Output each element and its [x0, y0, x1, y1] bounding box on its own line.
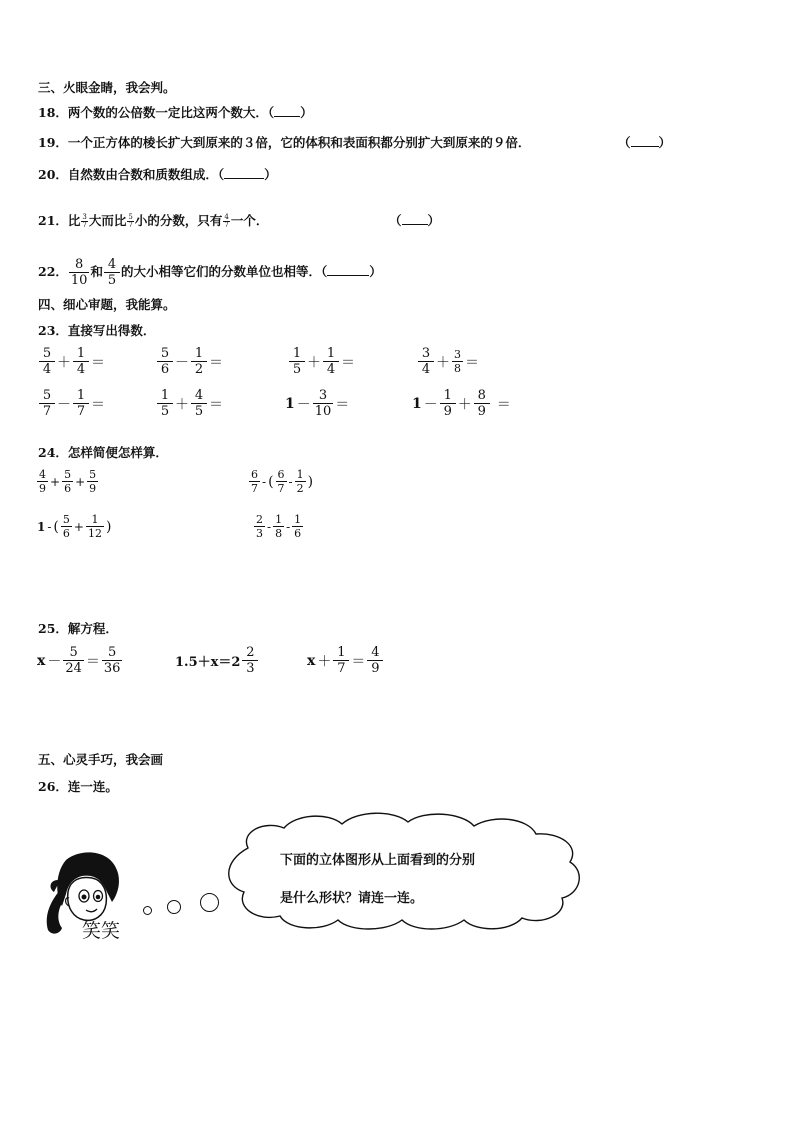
- numerator: 5: [62, 513, 70, 526]
- fraction: [273, 514, 284, 539]
- q22-text-1: 和: [90, 264, 103, 279]
- denominator: 4: [326, 362, 336, 377]
- number-one: 1: [412, 395, 422, 412]
- numerator: 8: [474, 389, 490, 404]
- question-18: [38, 105, 313, 121]
- q22-fraction-1: [69, 258, 90, 287]
- numerator: 5: [157, 347, 173, 362]
- q21-fraction-1: [81, 214, 87, 229]
- thought-bubble-medium: [167, 900, 181, 914]
- q22-f1-den: 10: [70, 273, 88, 288]
- q21-answer-blank[interactable]: [402, 214, 428, 225]
- question-23-heading: [38, 323, 155, 339]
- plus-sign: ＋: [436, 354, 450, 371]
- plus-sign: ＋: [57, 354, 71, 371]
- minus-sign: -: [262, 474, 267, 489]
- numerator: 3: [313, 389, 334, 404]
- q21-open: （: [389, 213, 402, 228]
- q23-expr-6: [156, 389, 224, 418]
- fraction: [191, 347, 207, 376]
- right-paren: ): [307, 473, 314, 490]
- thought-bubble-large: [200, 893, 219, 912]
- cloud-text-line-1: 下面的立体图形从上面看到的分别: [280, 853, 476, 868]
- denominator: 3: [246, 661, 255, 676]
- fraction: [63, 646, 84, 675]
- q25-equation-2: [174, 646, 259, 675]
- number-one: 1: [285, 395, 295, 412]
- minus-sign: －: [47, 653, 62, 670]
- denominator: 9: [371, 661, 380, 676]
- question-21: [38, 211, 268, 231]
- fraction: [295, 469, 306, 494]
- q20-close: ）: [264, 167, 277, 182]
- denominator: 7: [337, 661, 346, 676]
- q21-fraction-2: [127, 214, 133, 229]
- q24-title: 怎样简便怎样算．: [67, 445, 168, 460]
- numerator: 5: [39, 347, 55, 362]
- q22-f1-num: 8: [69, 258, 90, 273]
- fraction: [39, 347, 55, 376]
- fraction: [37, 469, 48, 494]
- numerator: 1: [333, 646, 349, 661]
- denominator: 10: [314, 404, 332, 419]
- q19-open: （: [618, 135, 631, 150]
- fraction: [191, 389, 207, 418]
- q18-close: ）: [300, 105, 313, 120]
- q21-f3-num: 4: [224, 213, 229, 221]
- fraction: [242, 646, 258, 675]
- numerator: 3: [454, 348, 461, 361]
- question-22: [38, 254, 382, 290]
- fraction: [73, 389, 89, 418]
- fraction: [157, 347, 173, 376]
- fraction: [62, 469, 73, 494]
- q21-fraction-3: [223, 214, 229, 229]
- q25-number: 25．: [38, 621, 68, 636]
- denominator: 7: [251, 482, 258, 495]
- q21-text-2: 大而比: [88, 213, 127, 228]
- denominator: 6: [64, 482, 72, 495]
- denominator: 5: [194, 404, 204, 419]
- denominator: 3: [256, 527, 263, 540]
- minus-sign: －: [57, 396, 71, 413]
- plus-sign: ＋: [175, 396, 189, 413]
- numerator: 1: [191, 347, 207, 362]
- minus-sign: －: [296, 396, 311, 413]
- fraction: [440, 389, 456, 418]
- numerator: 1: [157, 389, 173, 404]
- q24-expr-4: [253, 514, 304, 539]
- q21-f2-num: 5: [128, 213, 133, 221]
- numerator: 5: [64, 468, 72, 481]
- fraction: [87, 469, 98, 494]
- q26-title: 连一连。: [67, 779, 118, 794]
- number-one: 1: [37, 519, 46, 534]
- q22-f2-den: 5: [107, 273, 117, 288]
- numerator: 1: [73, 347, 89, 362]
- left-paren: (: [53, 518, 59, 535]
- numerator: 1: [296, 468, 304, 481]
- fraction: [249, 469, 260, 494]
- cloud-text-line-2: 是什么形状？请连一连。: [280, 891, 424, 906]
- q23-expr-2: [156, 347, 224, 376]
- minus-sign: -: [267, 519, 272, 534]
- denominator: 12: [87, 527, 102, 540]
- denominator: 4: [76, 362, 86, 377]
- q24-expr-2: [248, 469, 314, 494]
- equals-sign: ＝: [91, 396, 105, 413]
- denominator: 5: [292, 362, 302, 377]
- q20-text: 自然数由合数和质数组成．（: [67, 167, 225, 182]
- denominator: 6: [294, 527, 302, 540]
- q21-number: 21．: [38, 213, 68, 228]
- q18-number: 18．: [38, 105, 68, 120]
- q18-text: 两个数的公倍数一定比这两个数大．（: [67, 105, 275, 120]
- equals-sign: ＝: [335, 396, 350, 413]
- q23-expr-1: [38, 347, 106, 376]
- denominator: 6: [62, 527, 70, 540]
- numerator: 5: [102, 646, 123, 661]
- minus-sign: －: [423, 396, 438, 413]
- q19-answer: [618, 135, 671, 151]
- q22-text-2: 的大小相等它们的分数单位也相等．（: [120, 264, 328, 279]
- denominator: 2: [194, 362, 204, 377]
- q18-answer-blank[interactable]: [274, 106, 300, 117]
- question-20: [38, 167, 277, 183]
- equals-sign: ＝: [465, 354, 479, 371]
- q24-expr-1: [36, 469, 99, 494]
- equals-sign: ＝: [496, 396, 511, 413]
- equals-sign: ＝: [351, 653, 366, 670]
- denominator: 4: [42, 362, 52, 377]
- fraction: [367, 646, 383, 675]
- q23-number: 23．: [38, 323, 68, 338]
- plus-sign: ＋: [307, 354, 321, 371]
- q25-equation-3: [306, 646, 384, 675]
- numerator: 2: [256, 513, 263, 526]
- q21-f2-den: 7: [128, 221, 133, 229]
- section-3-heading: 三、火眼金睛，我会判。: [38, 80, 176, 95]
- numerator: 5: [89, 468, 97, 481]
- numerator: 6: [277, 468, 285, 481]
- plus-sign: +: [75, 474, 86, 489]
- q21-text-1: 比: [67, 213, 81, 228]
- numerator: 4: [191, 389, 207, 404]
- fraction: [39, 389, 55, 418]
- denominator: 5: [160, 404, 170, 419]
- q21-close: ）: [427, 213, 441, 228]
- fraction: [289, 347, 305, 376]
- denominator: 7: [76, 404, 86, 419]
- q19-answer-blank[interactable]: [631, 136, 659, 147]
- q20-answer-blank[interactable]: [224, 168, 264, 179]
- fraction: [157, 389, 173, 418]
- q23-expr-8: [411, 389, 512, 418]
- plus-sign: ＋: [457, 396, 472, 413]
- q21-f1-num: 3: [82, 213, 87, 221]
- fraction: [452, 349, 463, 374]
- numerator: 1: [323, 347, 339, 362]
- denominator: 7: [42, 404, 52, 419]
- equals-sign: ＝: [85, 653, 100, 670]
- q21-text-3: 小的分数，只有: [134, 213, 223, 228]
- minus-sign: －: [175, 354, 189, 371]
- left-paren: (: [268, 473, 274, 490]
- numerator: 5: [63, 646, 84, 661]
- q19-close: ）: [658, 135, 672, 150]
- fraction: [276, 469, 287, 494]
- fraction: [254, 514, 265, 539]
- q21-text-4: 一个．: [230, 213, 269, 228]
- numerator: 2: [242, 646, 258, 661]
- thought-cloud: [218, 808, 588, 934]
- q22-fraction-2: [104, 258, 120, 287]
- numerator: 5: [39, 389, 55, 404]
- plus-sign: +: [73, 519, 84, 534]
- plus-sign: +: [50, 474, 61, 489]
- plus-sign: ＋: [317, 653, 332, 670]
- q21-f1-den: 7: [82, 221, 87, 229]
- fraction: [313, 389, 334, 418]
- q22-close: ）: [369, 264, 382, 279]
- fraction: [102, 646, 123, 675]
- denominator: 24: [65, 661, 82, 676]
- numerator: 4: [39, 468, 46, 481]
- numerator: 1: [86, 514, 104, 527]
- q22-number: 22．: [38, 264, 68, 279]
- q23-expr-4: [417, 347, 480, 376]
- q24-number: 24．: [38, 445, 68, 460]
- q23-expr-3: [288, 347, 356, 376]
- numerator: 3: [418, 347, 434, 362]
- right-paren: ): [105, 518, 112, 535]
- denominator: 8: [275, 527, 283, 540]
- denominator: 9: [477, 404, 486, 419]
- question-26-heading: [38, 779, 118, 795]
- numerator: 1: [289, 347, 305, 362]
- q20-number: 20．: [38, 167, 68, 182]
- fraction: [333, 646, 349, 675]
- q23-expr-5: [38, 389, 106, 418]
- equation-left-text: 1.5＋x＝2: [175, 655, 241, 670]
- minus-sign: -: [288, 474, 293, 489]
- denominator: 36: [103, 661, 121, 676]
- q23-title: 直接写出得数．: [67, 323, 156, 338]
- equals-sign: ＝: [341, 354, 355, 371]
- denominator: 8: [454, 362, 461, 375]
- numerator: 4: [367, 646, 383, 661]
- q21-answer: [389, 213, 440, 229]
- numerator: 1: [275, 513, 283, 526]
- question-19: [38, 135, 530, 151]
- numerator: 1: [294, 513, 302, 526]
- fraction: [73, 347, 89, 376]
- denominator: 6: [160, 362, 170, 377]
- fraction: [292, 514, 303, 539]
- q24-expr-3: [36, 514, 112, 539]
- girl-name-label: 笑笑: [82, 920, 121, 942]
- q26-number: 26．: [38, 779, 68, 794]
- denominator: 7: [277, 482, 285, 495]
- question-24-heading: [38, 445, 168, 461]
- q22-f2-num: 4: [104, 258, 120, 273]
- denominator: 9: [39, 482, 46, 495]
- numerator: 1: [440, 389, 456, 404]
- variable-x: x: [307, 652, 316, 669]
- denominator: 9: [443, 404, 452, 419]
- question-25-heading: [38, 621, 118, 637]
- q22-answer-blank[interactable]: [327, 265, 369, 276]
- numerator: 1: [73, 389, 89, 404]
- fraction: [86, 514, 104, 539]
- denominator: 9: [89, 482, 97, 495]
- equals-sign: ＝: [91, 354, 105, 371]
- variable-x: x: [37, 652, 46, 669]
- fraction: [61, 514, 72, 539]
- q19-text: 一个正方体的棱长扩大到原来的３倍，它的体积和表面积都分别扩大到原来的９倍．: [67, 135, 531, 150]
- denominator: 4: [421, 362, 431, 377]
- denominator: 2: [296, 482, 304, 495]
- q23-expr-7: [284, 389, 350, 418]
- section-4-heading: 四、细心审题，我能算。: [38, 297, 176, 312]
- q19-number: 19．: [38, 135, 68, 150]
- section-5-heading: 五、心灵手巧，我会画: [38, 752, 164, 767]
- numerator: 6: [251, 468, 258, 481]
- fraction: [474, 389, 490, 418]
- fraction: [418, 347, 434, 376]
- q21-f3-den: 7: [224, 221, 229, 229]
- q25-equation-1: [36, 646, 123, 675]
- equals-sign: ＝: [209, 396, 223, 413]
- q25-title: 解方程．: [67, 621, 118, 636]
- minus-sign: -: [47, 519, 52, 534]
- thought-bubble-small: [143, 906, 152, 915]
- fraction: [323, 347, 339, 376]
- equals-sign: ＝: [209, 354, 223, 371]
- minus-sign: -: [286, 519, 291, 534]
